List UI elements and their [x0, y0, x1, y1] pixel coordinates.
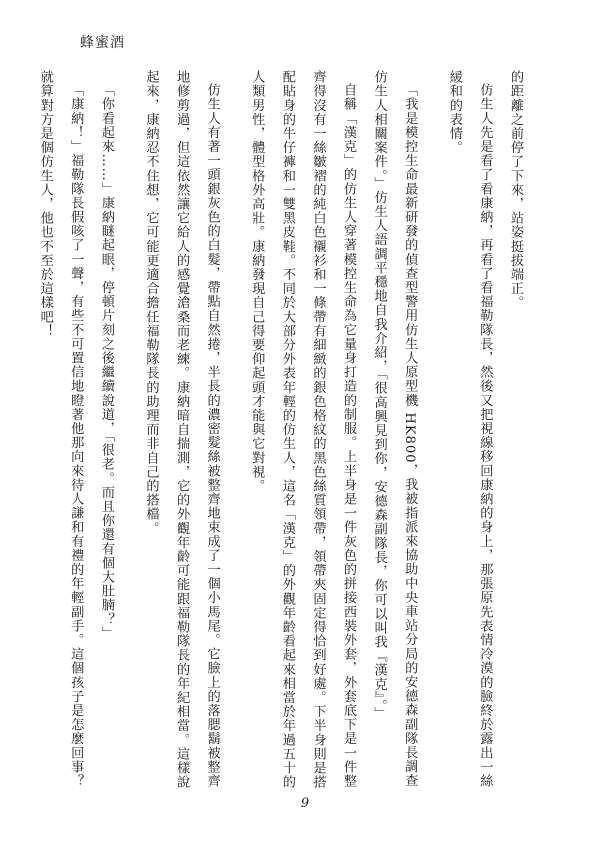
body-text	[37, 70, 530, 790]
running-header: 蜂蜜酒	[80, 35, 125, 51]
paragraph: 的距離之前停了下來，站姿挺拔端正。	[508, 70, 523, 310]
paragraph: 仿生人先是看了看康納，再看了看福勒隊長，然後又把視線移回康納的身上，那張原先表情冷漠的臉終於露出一絲緩和的表情。	[446, 70, 493, 789]
page-number: 9	[300, 796, 310, 811]
paragraph: 「康納！」福勒隊長假咳了一聲，有些不可置信地瞪著他那向來待人謙和有禮的年輕副手。這個孩子是怎麼回事？就算對方是個仿生人，他也不至於這樣吧！	[37, 70, 84, 789]
paragraph: 仿生人有著一頭銀灰色的白髮，帶點自然捲，半長的濃密髮絲被整齊地束成了一個小馬尾。它臉上的落腮鬍被整齊地修剪過，但這依然讓它給人的感覺滄桑而老練。康納暗自揣測，它的外觀年齡可能跟福勒隊長的年紀相當。這樣說起來，康納忍不住想，它可能更適合擔任福勒隊長的助理而非自己的搭檔。	[143, 70, 220, 790]
paragraph: 「我是模控生命最新研發的偵查型警用仿生人原型機 HK800，我被指派來協助中央車站分局的安德森副隊長調查仿生人相關案件。」仿生人語調平穩地自我介紹，「很高興見到你，安德森副隊長，你可以叫我『漢克』。」	[371, 70, 418, 788]
paragraph: 自稱「漢克」的仿生人穿著模控生命為它量身打造的制服。上半身是一件灰色的拼接西裝外套，外套底下是一件整齊得沒有一絲皺褶的純白色襯衫和一條帶有細緻的銀色格紋的黑色絲質領帶，領帶夾固定得恰到好處。下半身則是搭配貼身的牛仔褲和一雙黑皮鞋。不同於大部分外表年輕的仿生人，這名「漢克」的外觀年齡看起來相當於年過五十的人類男性，體型格外高壯。康納發現自己得要仰起頭才能與它對視。	[249, 70, 357, 790]
paragraph: 「你看起來……」康納瞇起眼，停頓片刻之後繼續說道，「很老。而且你還有個大肚腩？」	[98, 83, 114, 641]
